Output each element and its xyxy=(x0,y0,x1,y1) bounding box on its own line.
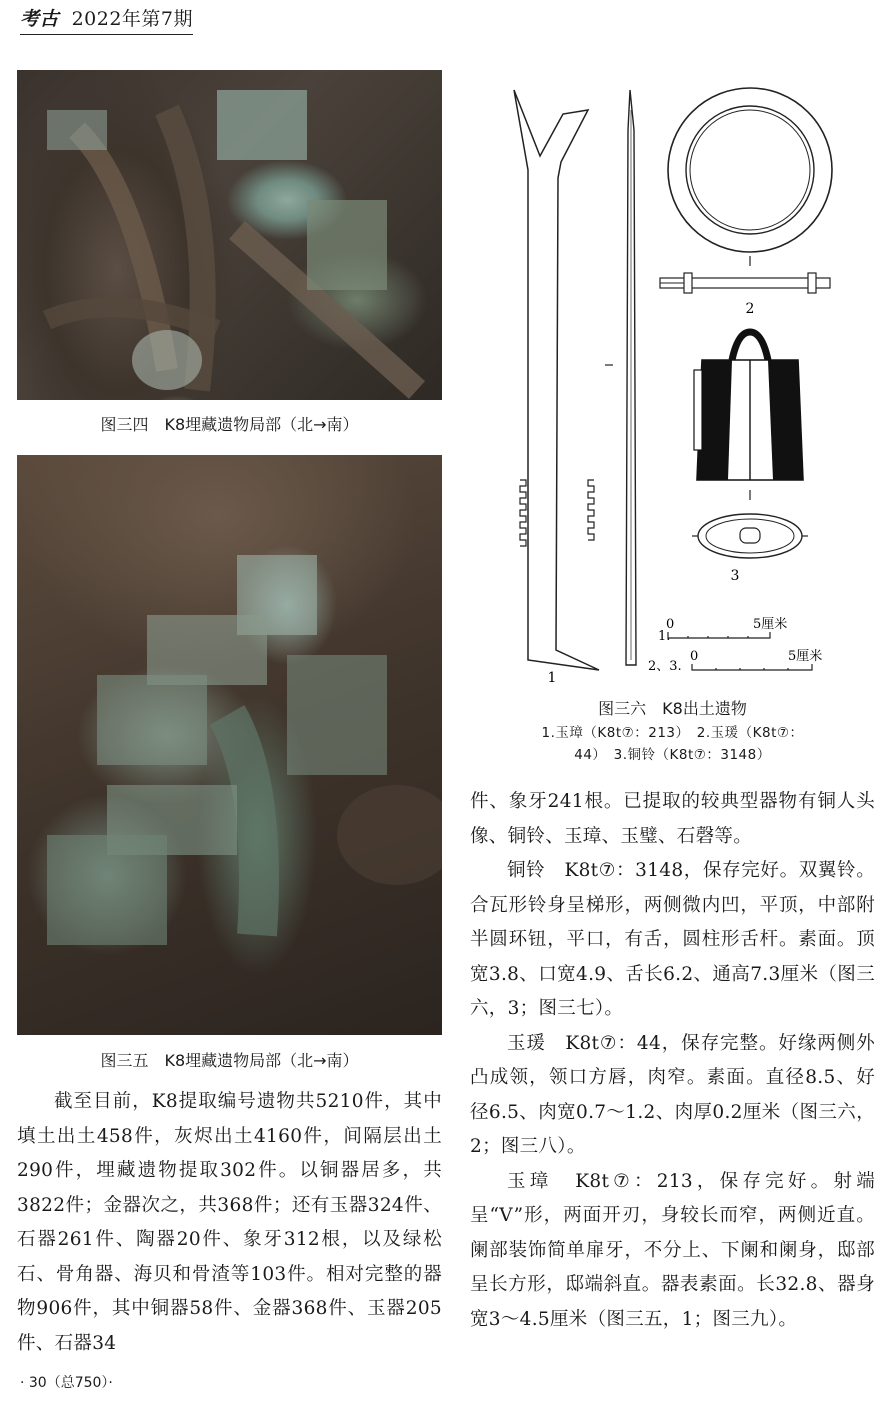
label-2: 2 xyxy=(745,301,755,317)
figure36-caption: 图三六 K8出土遗物 xyxy=(598,699,747,718)
label-1: 1 xyxy=(547,670,557,686)
scale2-zero: 0 xyxy=(690,649,699,664)
journal-logo: 考古 xyxy=(20,8,60,30)
label-3: 3 xyxy=(730,568,740,584)
scale-bar-1 xyxy=(668,632,770,638)
figure36-subcaption xyxy=(470,722,875,766)
figure35-caption: 图三五 K8埋藏遗物局部（北→南） xyxy=(100,1051,359,1070)
photo-k8-burial-2 xyxy=(17,455,442,1035)
figure36-subcaption-line2: 44） 3.铜铃（K8t⑦：3148） xyxy=(574,747,771,763)
journal-issue: 2022年第7期 xyxy=(71,8,194,30)
bronze-bell-knob xyxy=(732,332,768,360)
journal-header xyxy=(20,6,193,35)
photo-k8-burial-2-artwork xyxy=(17,455,442,1035)
scale1-prefix: 1. xyxy=(658,629,671,644)
scale2-prefix: 2、3. xyxy=(648,659,682,674)
scale-bar-2 xyxy=(692,664,812,670)
figure34-caption: 图三四 K8埋藏遗物局部（北→南） xyxy=(100,415,359,434)
right-body-text xyxy=(470,785,875,1337)
paragraph-bronze-bell: 铜铃 K8t⑦：3148，保存完好。双翼铃。合瓦形铃身呈梯形，两侧微内凹，平顶，中部附半圆环钮，平口，有舌，圆柱形舌杆。素面。顶宽3.8、口宽4.9、舌长6.2、通高7.3厘米（图三六，3；图三七）。 xyxy=(470,860,875,1019)
figure36-subcaption-line1: 1.玉璋（K8t⑦：213） 2.玉瑗（K8t⑦： xyxy=(541,725,804,741)
scale1-zero: 0 xyxy=(666,617,675,632)
photo-k8-burial-1 xyxy=(17,70,442,400)
left-body-text xyxy=(17,1085,442,1361)
paragraph-jade-zhang: 玉璋 K8t⑦：213，保存完好。射端呈“V”形，两面开刃，身较长而窄，两侧近直。阑部装饰简单扉牙，不分上、下阑和阑身，邸部呈长方形，邸端斜直。器表素面。长32.8、器身宽3～4.5厘米（图三五，1；图三九）。 xyxy=(470,1170,875,1330)
paragraph-continuation: 件、象牙241根。已提取的较典型器物有铜人头像、铜铃、玉璋、玉璧、石磬等。 xyxy=(470,791,875,847)
jade-zhang-outline xyxy=(514,90,599,670)
jade-zhang-teeth xyxy=(520,480,526,546)
paragraph-summary: 截至目前，K8提取编号遗物共5210件，其中填土出土458件，灰烬出土4160件，间隔层出土290件，埋藏遗物提取302件。以铜器居多，共3822件；金器次之，共368件；还有玉器324件、石器261件、陶器20件、象牙312根，以及绿松石、骨角器、海贝和骨渣等103件。相对完整的器物906件，其中铜器58件、金器368件、玉器205件、石器34 xyxy=(17,1091,442,1354)
page-number: · 30（总750）· xyxy=(20,1375,113,1391)
scale2-end: 5厘米 xyxy=(788,649,823,664)
figure36-line-drawing xyxy=(470,70,875,690)
paragraph-jade-yuan: 玉瑗 K8t⑦：44，保存完整。好缘两侧外凸成领，领口方唇，肉窄。素面。直径8.5、好径6.5、肉宽0.7～1.2、肉厚0.2厘米（图三六，2；图三八）。 xyxy=(470,1032,875,1157)
scale1-end: 5厘米 xyxy=(753,617,788,632)
photo-k8-burial-1-artwork xyxy=(17,70,442,400)
